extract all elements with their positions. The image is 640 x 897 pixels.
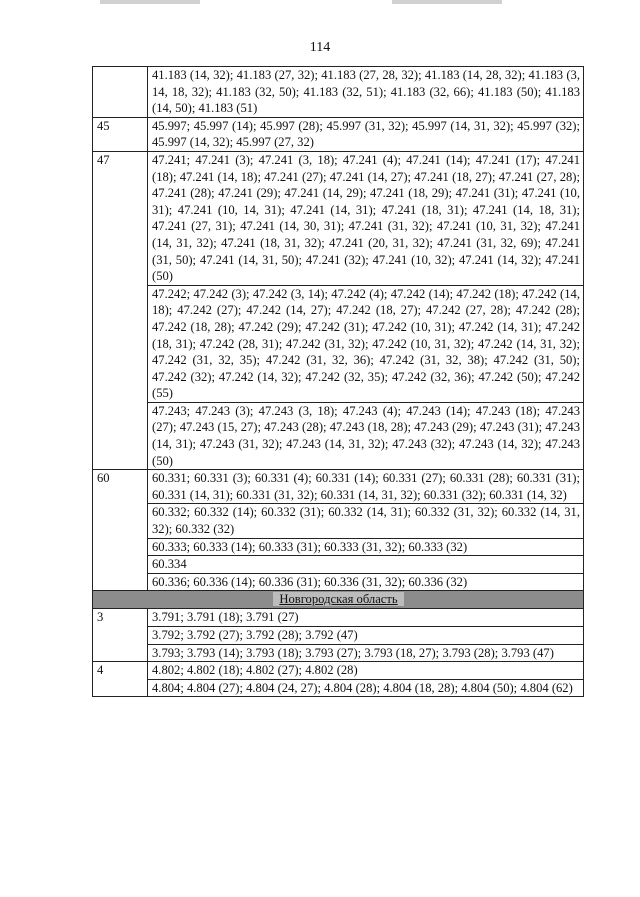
codes-cell: 41.183 (14, 32); 41.183 (27, 32); 41.183 (27, 28, 32); 41.183 (14, 28, 32); 41.183 (3, 14, 18, 32); 41.183 (32, 50); 41.183 (32, 51); 41.183 (32, 66); 41.183 (50); 41.183 (14, 50); 41.183 (51)	[148, 67, 584, 118]
table-row	[93, 538, 584, 556]
codes-cell: 3.791; 3.791 (18); 3.791 (27)	[148, 609, 584, 627]
table-row	[93, 609, 584, 627]
section-code: 4	[93, 662, 148, 697]
table-row	[93, 402, 584, 469]
table-row	[93, 470, 584, 504]
region-header-cell	[93, 591, 584, 609]
codes-table-body	[93, 67, 584, 697]
section-code	[93, 67, 148, 118]
codes-cell: 47.241; 47.241 (3); 47.241 (3, 18); 47.241 (4); 47.241 (14); 47.241 (17); 47.241 (18); 47.241 (14, 18); 47.241 (27); 47.241 (14, 27); 47.241 (18, 27); 47.241 (27, 28); 47.241 (28); 47.241 (29); 47.241 (14, 29); 47.241 (18, 29); 47.241 (31); 47.241 (10, 31); 47.241 (10, 14, 31); 47.241 (14, 31); 47.241 (18, 31); 47.241 (14, 18, 31); 47.241 (27, 31); 47.241 (14, 30, 31); 47.241 (31, 32); 47.241 (10, 31, 32); 47.241 (14, 31, 32); 47.241 (18, 31, 32); 47.241 (20, 31, 32); 47.241 (31, 32, 69); 47.241 (31, 50); 47.241 (14, 31, 50); 47.241 (32); 47.241 (10, 32); 47.241 (14, 32); 47.241 (50)	[148, 151, 584, 285]
codes-cell: 4.804; 4.804 (27); 4.804 (24, 27); 4.804 (28); 4.804 (18, 28); 4.804 (50); 4.804 (62)	[148, 679, 584, 697]
page-number: 114	[309, 40, 331, 55]
section-code: 45	[93, 117, 148, 151]
table-row	[93, 573, 584, 591]
section-code: 3	[93, 609, 148, 662]
table-row	[93, 151, 584, 285]
codes-cell: 60.331; 60.331 (3); 60.331 (4); 60.331 (14); 60.331 (27); 60.331 (28); 60.331 (31); 60.331 (14, 31); 60.331 (31, 32); 60.331 (14, 31, 32); 60.331 (32); 60.331 (14, 32)	[148, 470, 584, 504]
table-row	[93, 627, 584, 645]
region-header-row	[93, 591, 584, 609]
codes-table	[92, 66, 584, 697]
table-row	[93, 679, 584, 697]
codes-cell: 60.333; 60.333 (14); 60.333 (31); 60.333 (31, 32); 60.333 (32)	[148, 538, 584, 556]
region-name: Новгородская область	[273, 592, 403, 606]
section-code: 60	[93, 470, 148, 591]
codes-cell: 47.242; 47.242 (3); 47.242 (3, 14); 47.242 (4); 47.242 (14); 47.242 (18); 47.242 (14, 18); 47.242 (27); 47.242 (14, 27); 47.242 (18, 27); 47.242 (27, 28); 47.242 (28); 47.242 (18, 28); 47.242 (29); 47.242 (31); 47.242 (10, 31); 47.242 (14, 31); 47.242 (18, 31); 47.242 (28, 31); 47.242 (31, 32); 47.242 (10, 31, 32); 47.242 (14, 31, 32); 47.242 (31, 32, 35); 47.242 (31, 32, 36); 47.242 (31, 32, 38); 47.242 (31, 50); 47.242 (32); 47.242 (14, 32); 47.242 (32, 35); 47.242 (32, 36); 47.242 (50); 47.242 (55)	[148, 285, 584, 402]
table-row	[93, 285, 584, 402]
table-row	[93, 662, 584, 680]
codes-cell: 60.336; 60.336 (14); 60.336 (31); 60.336 (31, 32); 60.336 (32)	[148, 573, 584, 591]
codes-cell: 47.243; 47.243 (3); 47.243 (3, 18); 47.243 (4); 47.243 (14); 47.243 (18); 47.243 (27); 47.243 (15, 27); 47.243 (28); 47.243 (18, 28); 47.243 (29); 47.243 (31); 47.243 (14, 31); 47.243 (31, 32); 47.243 (14, 31, 32); 47.243 (32); 47.243 (14, 32); 47.243 (50)	[148, 402, 584, 469]
table-row	[93, 644, 584, 662]
table-row	[93, 504, 584, 538]
codes-cell: 60.332; 60.332 (14); 60.332 (31); 60.332 (14, 31); 60.332 (31, 32); 60.332 (14, 31, 32); 60.332 (32)	[148, 504, 584, 538]
codes-cell: 45.997; 45.997 (14); 45.997 (28); 45.997 (31, 32); 45.997 (14, 31, 32); 45.997 (32); 45.997 (14, 32); 45.997 (27, 32)	[148, 117, 584, 151]
scan-artifact	[392, 0, 502, 4]
table-row	[93, 556, 584, 574]
section-code: 47	[93, 151, 148, 469]
codes-cell: 3.793; 3.793 (14); 3.793 (18); 3.793 (27); 3.793 (18, 27); 3.793 (28); 3.793 (47)	[148, 644, 584, 662]
codes-cell: 4.802; 4.802 (18); 4.802 (27); 4.802 (28)	[148, 662, 584, 680]
scan-artifact	[100, 0, 200, 4]
codes-cell: 3.792; 3.792 (27); 3.792 (28); 3.792 (47)	[148, 627, 584, 645]
table-row	[93, 117, 584, 151]
codes-cell: 60.334	[148, 556, 584, 574]
table-row	[93, 67, 584, 118]
